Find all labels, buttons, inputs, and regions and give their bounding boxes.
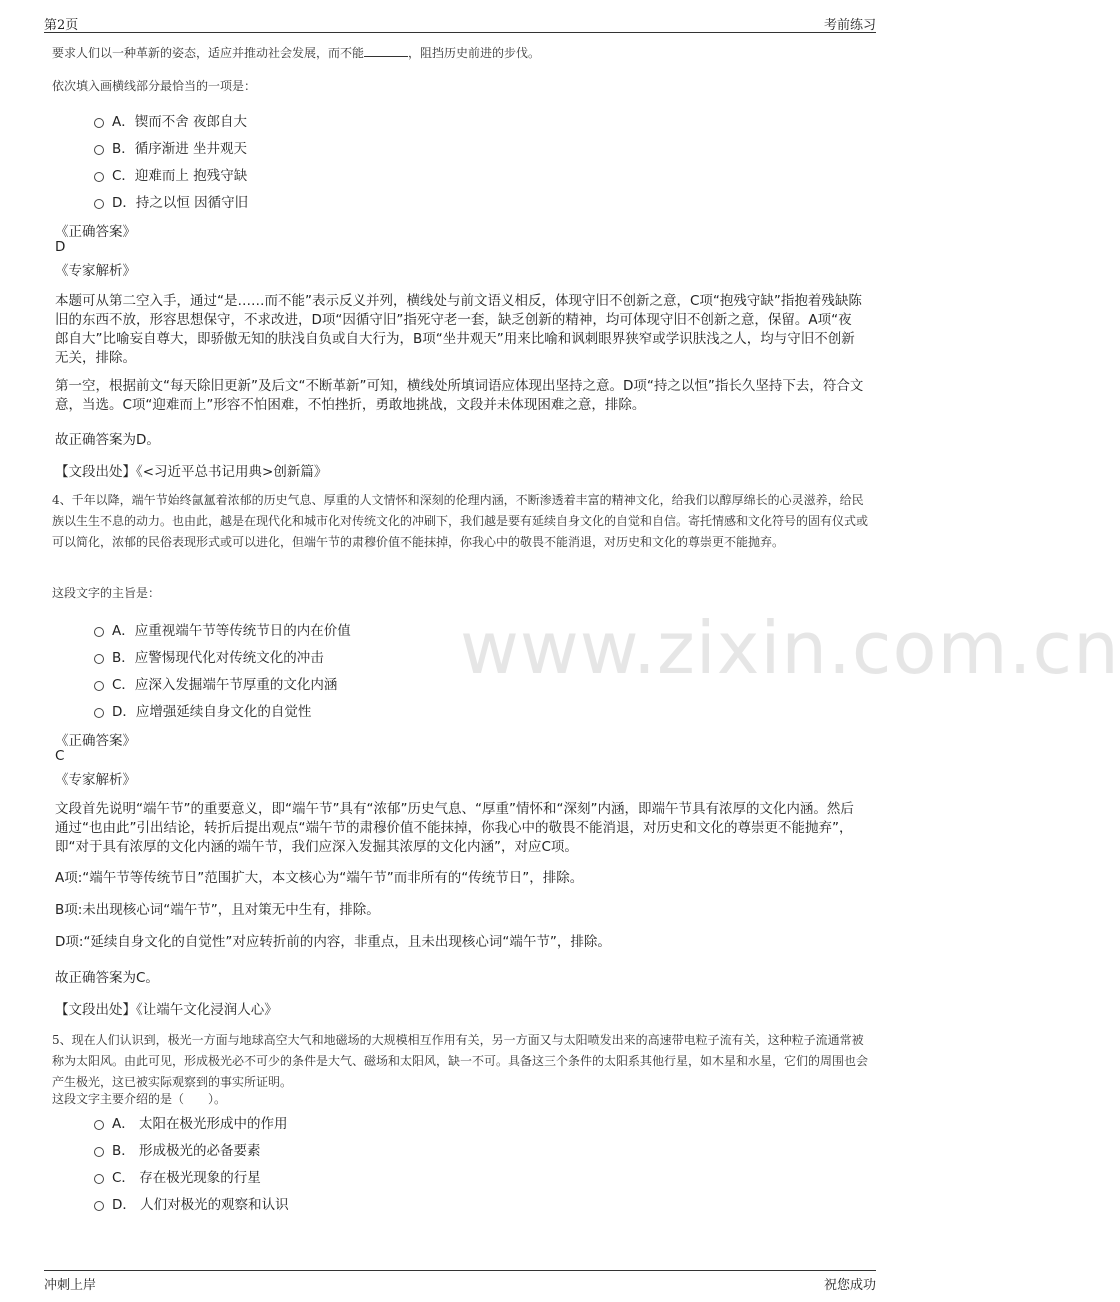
q3-option-a[interactable]: A．锲而不舍 夜郎自大 [94,110,247,130]
radio-icon[interactable] [94,1147,104,1157]
q3-analysis-2: 第一空，根据前文“每天除旧更新”及后文“不断革新”可知，横线处所填词语应体现出坚持之意。D项“持之以恒”指长久坚持下去，符合文意，当选。C项“迎难而上”形容不怕困难，不怕挫折，勇敢地挑战，文段并未体现困难之意，排除。 [55,378,864,413]
footer-right: 祝您成功 [823,1278,876,1293]
radio-icon[interactable] [94,118,104,128]
q4-analysis-label: 《专家解析》 [55,772,136,788]
radio-icon[interactable] [94,708,104,718]
radio-icon[interactable] [94,199,104,209]
q4-conclusion: 故正确答案为C。 [55,970,159,986]
q3-prompt: 依次填入画横线部分最恰当的一项是： [52,79,257,93]
q3-answer-label: 《正确答案》 [55,224,136,240]
q4-option-a[interactable]: A．应重视端午节等传统节日的内在价值 [94,619,351,639]
q3-source: 【文段出处】《<习近平总书记用典>创新篇》 [55,464,328,480]
q5-option-d[interactable]: D． 人们对极光的观察和认识 [94,1193,289,1213]
q5-option-a[interactable]: A． 太阳在极光形成中的作用 [94,1112,288,1132]
q4-option-d[interactable]: D．应增强延续自身文化的自觉性 [94,700,311,720]
radio-icon[interactable] [94,1201,104,1211]
q4-analysis-a: A项:“端午节等传统节日”范围扩大，本文核心为“端午节”而非所有的“传统节日”，排除。 [55,870,584,886]
q4-prompt: 这段文字的主旨是： [52,586,161,600]
header-title: 考前练习 [823,18,876,33]
q4-source: 【文段出处】《让端午文化浸润人心》 [55,1002,278,1018]
radio-icon[interactable] [94,145,104,155]
q4-analysis-b: B项:未出现核心词“端午节”，且对策无中生有，排除。 [55,902,380,918]
q4-answer-label: 《正确答案》 [55,733,136,749]
q5-stem: 5、现在人们认识到，极光一方面与地球高空大气和地磁场的大规模相互作用有关，另一方面又与太阳喷发出来的高速带电粒子流有关，这种粒子流通常被称为太阳风。由此可见，形成极光必不可少的条件是大气、磁场和太阳风，缺一不可。具备这三个条件的太阳系其他行星，如木星和水星，它们的周围也会产生极光，这已被实际观察到的事实所证明。 [52,1033,869,1089]
q5-option-c[interactable]: C． 存在极光现象的行星 [94,1166,261,1186]
q4-analysis-1: 文段首先说明“端午节”的重要意义，即“端午节”具有“浓郁”历史气息、“厚重”情怀和“深刻”内涵，即端午节具有浓厚的文化内涵。然后通过“也由此”引出结论，转折后提出观点“端午节的肃穆价值不能抹掉，你我心中的敬畏不能消退，对历史和文化的尊崇更不能抛弃”，即“对于具有浓厚的文化内涵的端午节，我们应深入发掘其浓厚的文化内涵”，对应C项。 [55,801,854,855]
q3-answer: D [55,239,66,255]
fill-blank [364,44,408,57]
q3-analysis-1: 本题可从第二空入手，通过“是……而不能”表示反义并列，横线处与前文语义相反，体现守旧不创新之意，C项“抱残守缺”指抱着残缺陈旧的东西不放，形容思想保守，不求改进，D项“因循守旧”指死守老一套，缺乏创新的精神，均可体现守旧不创新之意，保留。A项“夜郎自大”比喻妄自尊大，即骄傲无知的肤浅自负或自大行为，B项“坐井观天”用来比喻和讽刺眼界狭窄或学识肤浅之人，均与守旧不创新无关，排除。 [55,293,862,366]
page-number: 第2页 [44,18,79,33]
footer-left: 冲刺上岸 [44,1278,97,1293]
q5-option-b[interactable]: B． 形成极光的必备要素 [94,1139,261,1159]
radio-icon[interactable] [94,627,104,637]
q5-prompt: 这段文字主要介绍的是（ ）。 [52,1092,227,1106]
watermark: www.zixin.com.cn [460,606,1120,690]
radio-icon[interactable] [94,172,104,182]
radio-icon[interactable] [94,1174,104,1184]
page-footer [44,1270,876,1291]
q4-analysis-d: D项:“延续自身文化的自觉性”对应转折前的内容，非重点，且未出现核心词“端午节”，排除。 [55,934,611,950]
q3-option-d[interactable]: D．持之以恒 因循守旧 [94,191,248,211]
q4-answer: C [55,748,65,764]
q3-analysis-label: 《专家解析》 [55,263,136,279]
radio-icon[interactable] [94,1120,104,1130]
q3-option-b[interactable]: B．循序渐进 坐井观天 [94,137,247,157]
q3-option-c[interactable]: C．迎难而上 抱残守缺 [94,164,247,184]
q4-stem: 4、千年以降，端午节始终氤氲着浓郁的历史气息、厚重的人文情怀和深刻的伦理内涵，不断渗透着丰富的精神文化，给我们以醇厚绵长的心灵滋养，给民族以生生不息的动力。也由此，越是在现代化和城市化对传统文化的冲刷下，我们越是要有延续自身文化的自觉和自信。寄托情感和文化符号的固有仪式或可以简化，浓郁的民俗表现形式或可以进化，但端午节的肃穆价值不能抹掉，你我心中的敬畏不能消退，对历史和文化的尊崇更不能抛弃。 [52,493,869,549]
q4-option-c[interactable]: C．应深入发掘端午节厚重的文化内涵 [94,673,337,693]
q3-conclusion: 故正确答案为D。 [55,432,160,448]
radio-icon[interactable] [94,681,104,691]
radio-icon[interactable] [94,654,104,664]
page-header [44,12,876,33]
q4-option-b[interactable]: B．应警惕现代化对传统文化的冲击 [94,646,324,666]
q3-intro: 要求人们以一种革新的姿态，适应并推动社会发展，而不能 ，阻挡历史前进的步伐。 [52,46,541,60]
